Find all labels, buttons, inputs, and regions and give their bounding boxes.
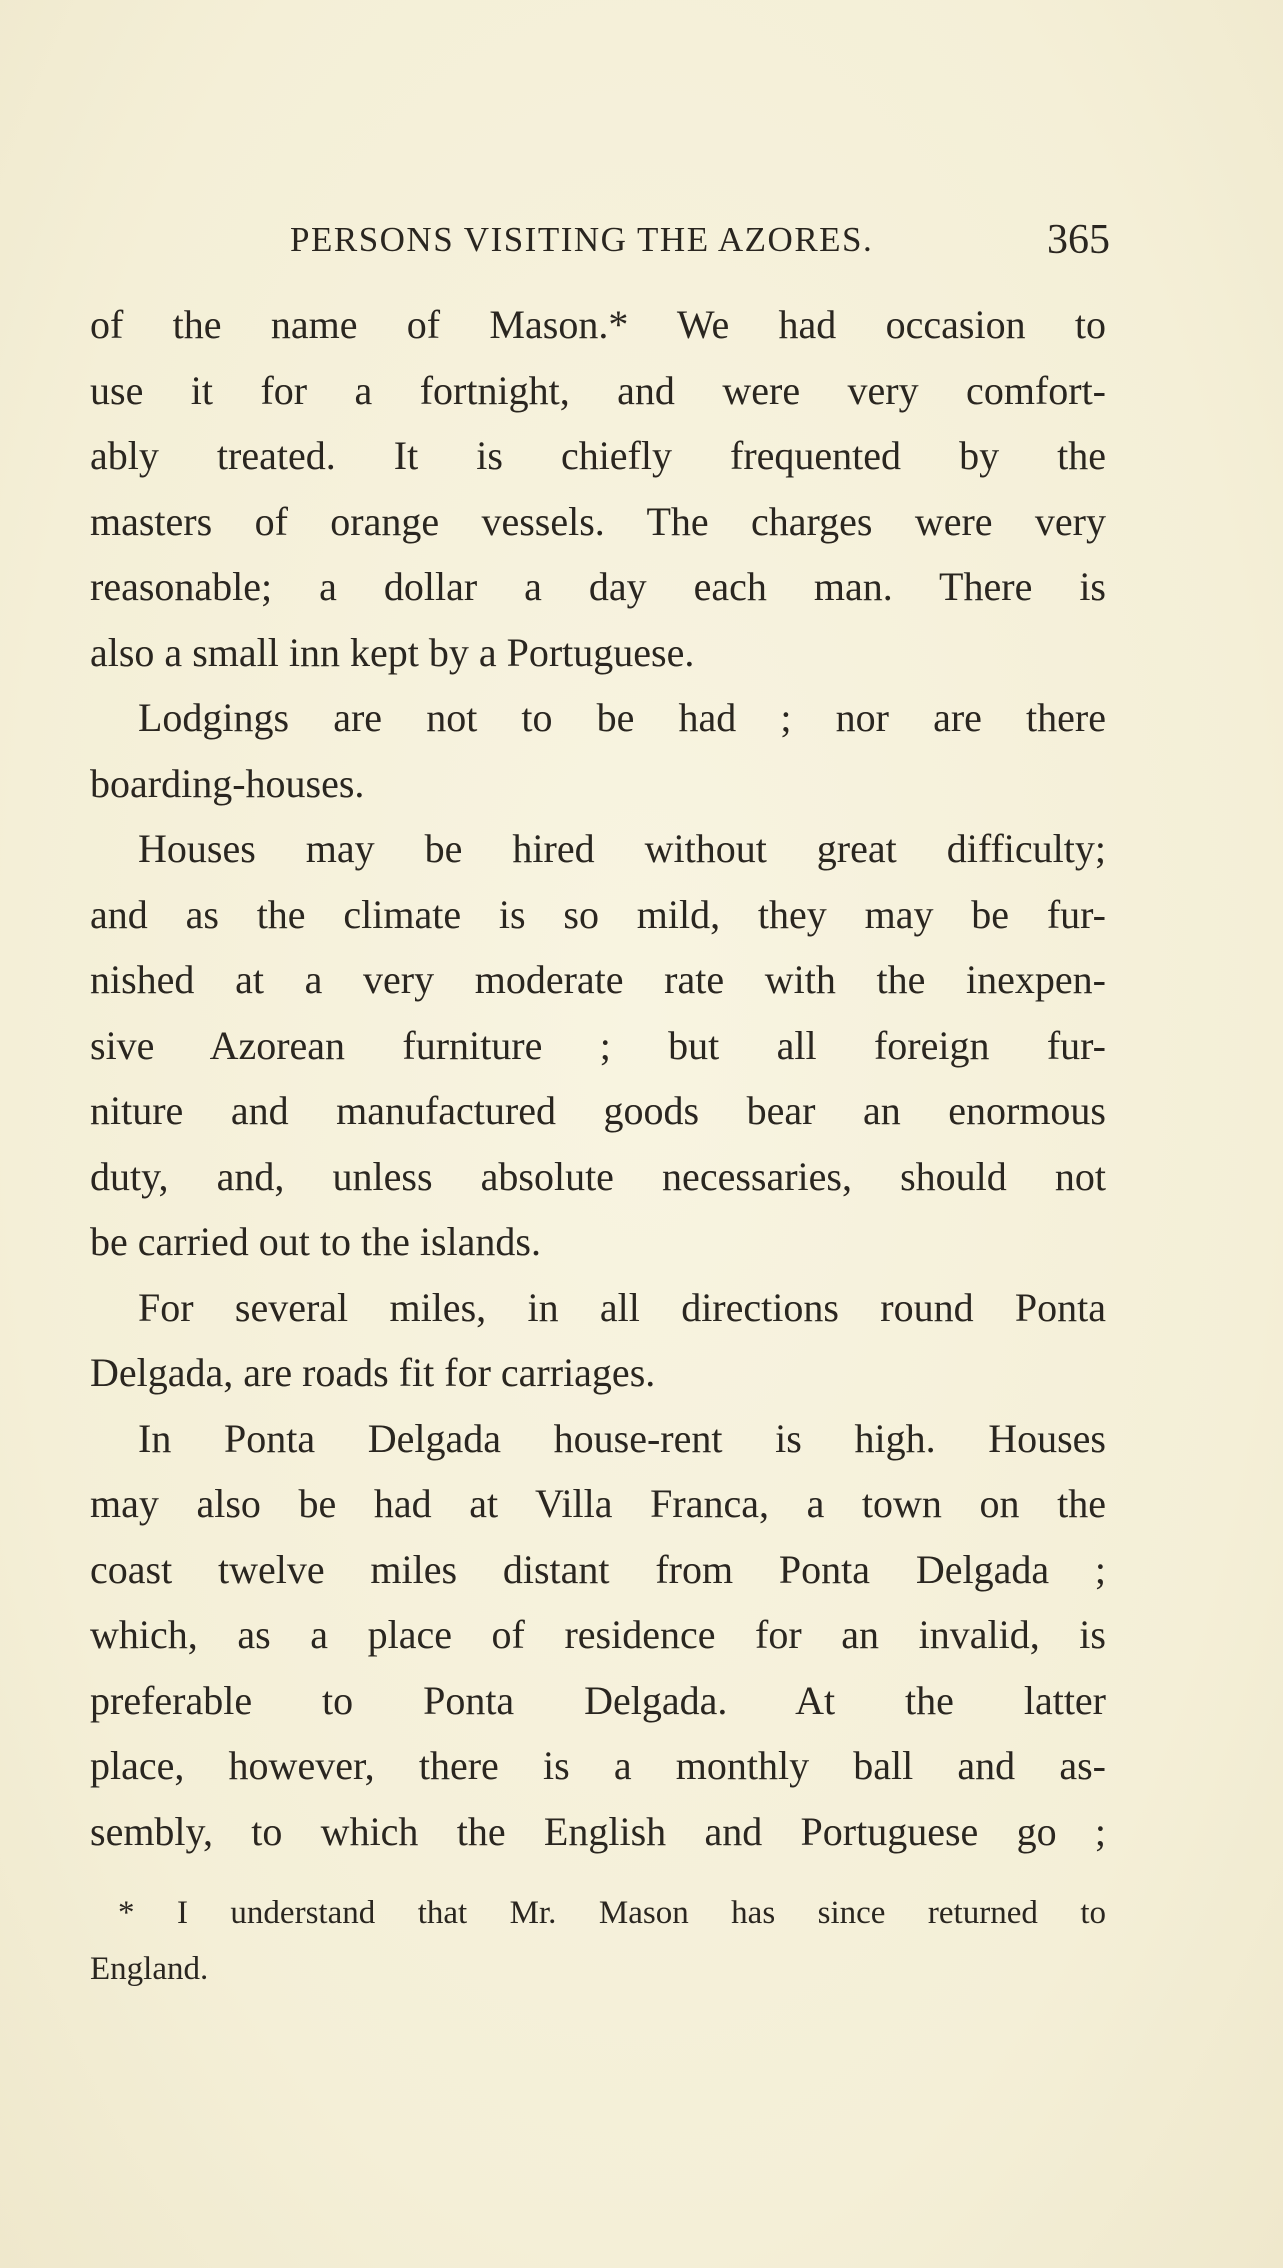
- footnote: [90, 1885, 1106, 1997]
- text-line: preferable to Ponta Delgada. At the latter: [90, 1677, 1106, 1723]
- running-title: PERSONS VISITING THE AZORES.: [290, 220, 874, 259]
- text-line: sembly, to which the English and Portuguese go ;: [90, 1808, 1106, 1854]
- text-line: Houses may be hired without great difficulty;: [138, 826, 1106, 871]
- text-line: Delgada, are roads fit for carriages.: [90, 1350, 656, 1395]
- text-line: In Ponta Delgada house-rent is high. Houses: [138, 1415, 1106, 1461]
- text-line: also a small inn kept by a Portuguese.: [90, 629, 695, 675]
- text-line: and as the climate is so mild, they may be fur-: [90, 891, 1106, 937]
- text-line: niture and manufactured goods bear an enormous: [90, 1088, 1106, 1133]
- text-line: boarding-houses.: [90, 760, 365, 806]
- text-line: nished at a very moderate rate with the inexpen-: [90, 957, 1106, 1002]
- footnote-line: * I understand that Mr. Mason has since returned to: [118, 1895, 1106, 1931]
- text-line: sive Azorean furniture ; but all foreign fur-: [90, 1022, 1106, 1068]
- text-line: use it for a fortnight, and were very comfort-: [90, 367, 1106, 413]
- text-line: masters of orange vessels. The charges were very: [90, 498, 1106, 544]
- page-header: [0, 210, 1283, 270]
- text-line: duty, and, unless absolute necessaries, should not: [90, 1153, 1106, 1199]
- text-line: of the name of Mason.* We had occasion to: [90, 302, 1106, 347]
- footnote-line: England.: [90, 1951, 209, 1987]
- text-line: be carried out to the islands.: [90, 1219, 541, 1264]
- text-line: which, as a place of residence for an invalid, is: [90, 1612, 1106, 1657]
- text-line: place, however, there is a monthly ball and as-: [90, 1743, 1106, 1788]
- text-line: Lodgings are not to be had ; nor are there: [138, 695, 1106, 740]
- text-line: ably treated. It is chiefly frequented by the: [90, 433, 1106, 478]
- text-line: reasonable; a dollar a day each man. There is: [90, 564, 1106, 609]
- text-line: For several miles, in all directions round Ponta: [138, 1284, 1106, 1330]
- body-text: [90, 292, 1106, 1864]
- text-line: may also be had at Villa Franca, a town on the: [90, 1481, 1106, 1526]
- page-number: 365: [1047, 217, 1110, 263]
- text-line: coast twelve miles distant from Ponta Delgada ;: [90, 1546, 1106, 1592]
